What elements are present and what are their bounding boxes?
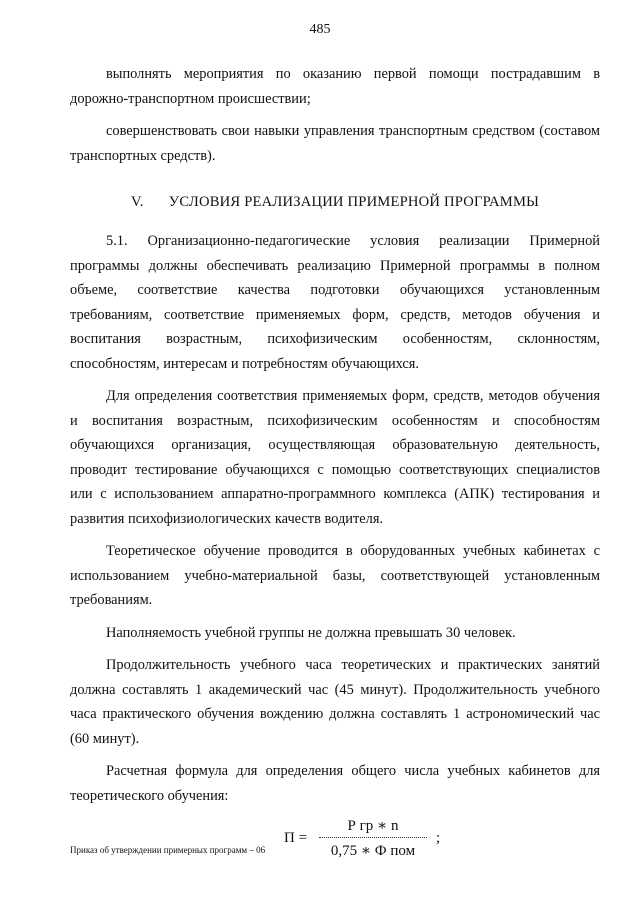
formula-denominator: 0,75 ∗ Ф пом	[330, 843, 416, 859]
page-footer: Приказ об утверждении примерных программ – 06	[70, 845, 266, 855]
classroom-count-formula	[70, 816, 600, 872]
formula-numerator: Р гр ∗ n	[347, 818, 399, 834]
page-number: 485	[309, 22, 331, 37]
section-title: УСЛОВИЯ РЕАЛИЗАЦИИ ПРИМЕРНОЙ ПРОГРАММЫ	[168, 194, 540, 210]
section-number: V.	[130, 194, 144, 210]
section-heading	[70, 194, 600, 211]
document-body	[70, 62, 600, 872]
formula-semicolon: ;	[436, 830, 441, 846]
paragraph-group-size: Наполняемость учебной группы не должна превышать 30 человек.	[106, 624, 516, 641]
formula-lhs: П =	[284, 830, 308, 846]
paragraph-driving-skills: совершенствовать свои навыки управления транспортным средством (составом транспортных средств).	[70, 123, 600, 164]
paragraph-hour-duration: Продолжительность учебного часа теоретических и практических занятий должна составлять 1 академический час (45 минут). Продолжительность учебного часа практического обучения вождению должна составлять 1 астрономический час (60 минут).	[70, 657, 600, 747]
paragraph-conditions: 5.1. Организационно-педагогические условия реализации Примерной программы должны обеспечивать реализацию Примерной программы в полном объеме, соответствие качества подготовки обучающихся установленным требованиям, соответствие применяемых форм, средств, методов обучения и воспитания возрастным, психофизическим особенностям, склонностям, способностям, интересам и потребностям обучающихся.	[70, 233, 600, 372]
paragraph-formula-intro: Расчетная формула для определения общего числа учебных кабинетов для теоретического обучения:	[70, 763, 600, 804]
paragraph-theory-classrooms: Теоретическое обучение проводится в оборудованных учебных кабинетах с использованием учебно-материальной базы, соответствующей установленным требованиям.	[70, 543, 600, 608]
paragraph-testing: Для определения соответствия применяемых форм, средств, методов обучения и воспитания возрастным, психофизическим особенностям и способностям обучающихся организация, осуществляющая образовательную деятельность, проводит тестирование обучающихся с помощью соответствующих специалистов или с использованием аппаратно-программного комплекса (АПК) тестирования и развития психофизиологических качеств водителя.	[70, 388, 600, 527]
formula-fraction	[315, 816, 431, 860]
paragraph-first-aid: выполнять мероприятия по оказанию первой помощи пострадавшим в дорожно-транспортном происшествии;	[70, 66, 600, 107]
